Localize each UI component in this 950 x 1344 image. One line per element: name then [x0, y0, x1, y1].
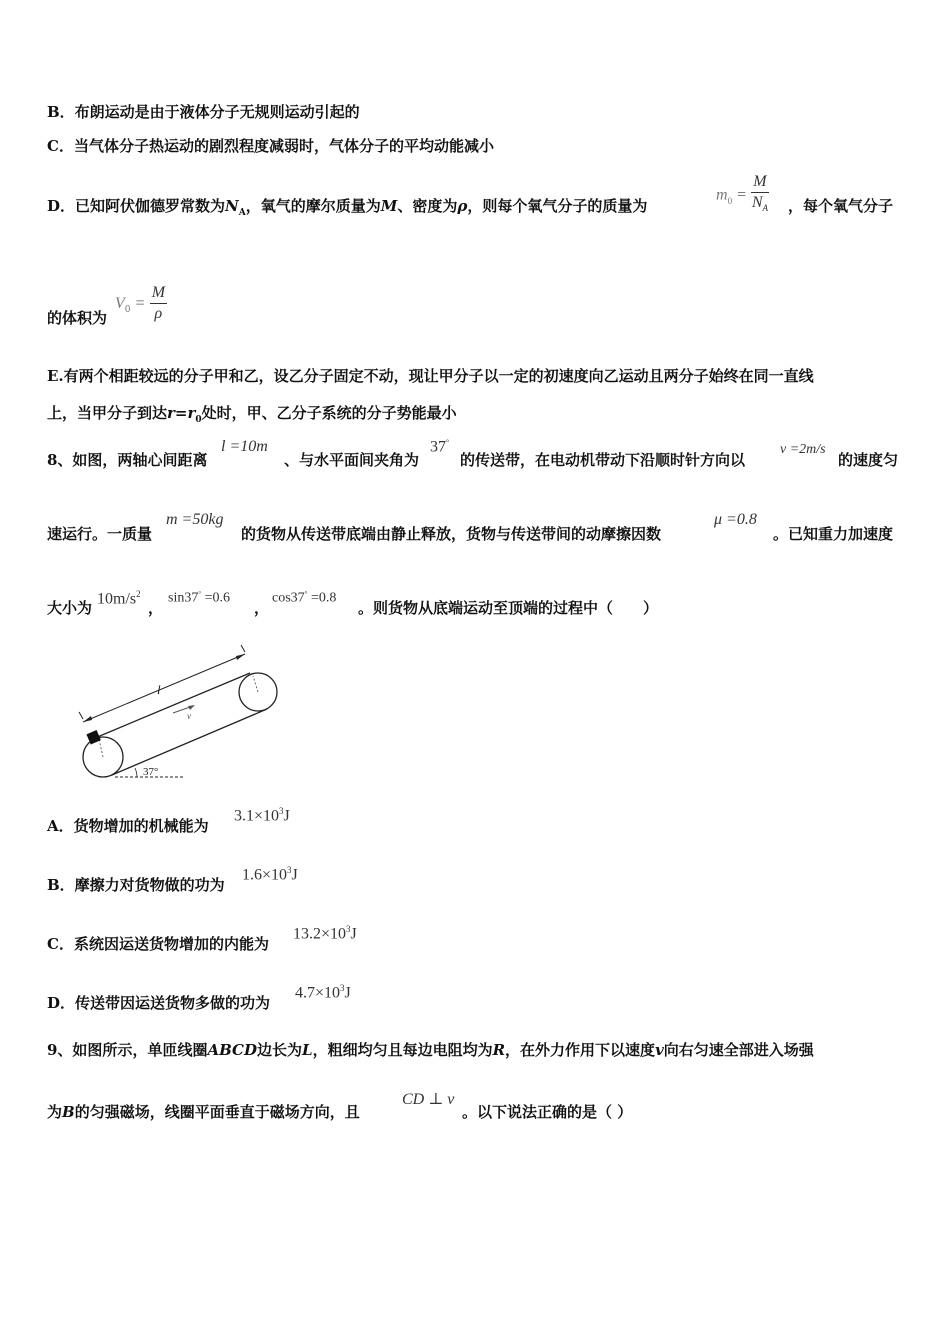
- q8-d-val: 4.7×10: [295, 984, 341, 1002]
- q8-cos-sup: °: [304, 590, 308, 598]
- q8-sin: [168, 590, 230, 607]
- q8-angle-val: 37: [430, 438, 446, 456]
- q8-b-exp: 3: [287, 865, 292, 875]
- q8-cos: [272, 590, 336, 607]
- dim-tick-left: [79, 712, 83, 719]
- q9-text3: ，粗细均匀且每边电阻均为: [312, 1041, 493, 1059]
- q7-option-d-line1: [47, 196, 647, 223]
- q7-d-text1: D．已知阿伏伽德罗常数为: [47, 197, 226, 215]
- q9-text7: 的匀强磁场，线圈平面垂直于磁场方向，且: [74, 1103, 360, 1121]
- belt-upper: [95, 673, 250, 738]
- q9-text2: 边长为: [257, 1041, 303, 1059]
- q9-line2: [47, 1102, 360, 1122]
- q8-text2: 、与水平面间夹角为: [284, 451, 420, 469]
- q8-b-unit: J: [291, 866, 298, 884]
- q7-d-frac-den-sub: A: [762, 203, 769, 214]
- q8-g: [97, 589, 141, 608]
- q8-mass-text: m =50kg: [166, 511, 224, 528]
- q8-g-sup: 2: [136, 589, 141, 599]
- q9-line1: [47, 1040, 814, 1060]
- q8-a-val: 3.1×10: [234, 807, 280, 825]
- q7-e-r0-sub: 0: [195, 415, 202, 425]
- label-l: l: [157, 682, 161, 697]
- q8-a-unit: J: [283, 807, 290, 825]
- label-angle: 37°: [143, 766, 159, 778]
- q7-option-b: B．布朗运动是由于液体分子无规则运动引起的: [47, 103, 360, 121]
- q7-d-v0-num: M: [150, 283, 167, 304]
- q8-text8: 大小为: [47, 599, 93, 617]
- q8-text3: 的传送带，在电动机带动下沿顺时针方向以: [460, 451, 746, 469]
- q7-option-e-line2: [47, 403, 457, 430]
- q8-mu: [714, 511, 757, 529]
- q9-abcd: ABCD: [207, 1041, 257, 1059]
- q8-speed-text: v =2m/s: [780, 442, 826, 457]
- q8-length-text: l =10m: [221, 438, 268, 455]
- q9-R: R: [492, 1041, 506, 1059]
- q8-conveyor-figure: [75, 640, 290, 785]
- q8-option-a-value: [234, 806, 290, 825]
- q8-line1: [47, 450, 207, 470]
- q7-d-eq: =: [737, 186, 747, 204]
- dimension-line: [83, 654, 245, 722]
- q7-d-fraction: [751, 172, 768, 218]
- q7-d-rho: ρ: [457, 197, 468, 215]
- q8-angle: [430, 438, 449, 456]
- q8-text6: 的货物从传送带底端由静止释放，货物与传送带间的动摩擦因数: [241, 525, 662, 543]
- q7-d-frac-den: [751, 193, 768, 218]
- q8-d-unit: J: [344, 984, 351, 1002]
- q8-sin-val: sin37: [168, 590, 199, 606]
- q8-mass: [166, 511, 223, 529]
- q9-cd-perp-v-text: CD ⊥ v: [402, 1091, 455, 1108]
- q9-text1: 9、如图所示，单匝线圈: [47, 1041, 208, 1059]
- q7-d-v0: V: [115, 295, 125, 312]
- q8-text1: 8、如图，两轴心间距离: [47, 451, 208, 469]
- q8-cos-val: cos37: [272, 590, 305, 606]
- top-roller-axis: [253, 676, 258, 692]
- q7-d-text2: ，氧气的摩尔质量为: [245, 197, 381, 215]
- q9-cd-perp-v: [402, 1089, 454, 1109]
- bottom-roller-axis: [99, 739, 103, 757]
- q7-d-text4: ，则每个氧气分子的质量为: [467, 197, 648, 215]
- q7-d-text3: 、密度为: [397, 197, 458, 215]
- q8-option-b: B．摩擦力对货物做的功为: [47, 876, 225, 894]
- q8-cos-eq: =0.8: [307, 590, 337, 606]
- q7-d-text5: ，每个氧气分子: [788, 197, 894, 215]
- dim-arrow-right: [236, 654, 245, 660]
- q8-option-a: A．货物增加的机械能为: [47, 817, 209, 835]
- q7-d-v0-den: ρ: [154, 305, 163, 322]
- q7-d-v0-eq: =: [135, 295, 145, 312]
- q8-text9: ，: [148, 599, 164, 617]
- q8-sin-eq: =0.6: [201, 590, 231, 606]
- q7-e-text1: 上，当甲分子到达: [47, 404, 168, 422]
- q8-option-b-value: [242, 865, 298, 884]
- q8-a-exp: 3: [279, 806, 284, 816]
- q8-g-val: 10m/s: [97, 590, 137, 608]
- q8-speed: [780, 442, 826, 458]
- q8-c-unit: J: [350, 925, 357, 943]
- q8-mu-text: μ =0.8: [714, 511, 757, 528]
- q9-v: v: [655, 1041, 664, 1059]
- q7-d-na-sub: A: [238, 208, 246, 218]
- q7-d-frac-den-n: N: [751, 194, 763, 211]
- q8-option-c-value: [293, 924, 357, 943]
- q8-sin-sup: °: [198, 590, 202, 598]
- q8-b-val: 1.6×10: [242, 866, 288, 884]
- q7-e-text2: 处时，甲、乙分子系统的分子势能最小: [201, 404, 457, 422]
- q8-c-val: 13.2×10: [293, 925, 347, 943]
- q7-d-v0-sub: 0: [124, 305, 131, 316]
- q9-text8: 。以下说法正确的是（ ）: [462, 1103, 633, 1121]
- q7-d-mass-formula: [716, 172, 769, 218]
- q8-option-d: D．传送带因运送货物多做的功为: [47, 994, 271, 1012]
- q8-c-exp: 3: [346, 924, 351, 934]
- q7-e-r: r: [167, 404, 175, 422]
- q8-length: [221, 438, 268, 456]
- q8-option-d-value: [295, 983, 351, 1002]
- q8-text4: 的速度匀: [838, 451, 899, 469]
- label-v: v: [187, 711, 191, 721]
- q8-text11: 。则货物从底端运动至顶端的过程中（ ）: [358, 599, 659, 617]
- q8-text5: 速运行。一质量: [47, 525, 153, 543]
- q7-option-e-line1: E.有两个相距较远的分子甲和乙，设乙分子固定不动，现让甲分子以一定的初速度向乙运动且两分子始终在同一直线: [47, 367, 814, 385]
- q8-text10: ，: [254, 599, 270, 617]
- q9-B: B: [62, 1103, 75, 1121]
- q7-d-m: M: [380, 197, 398, 215]
- q8-angle-sup: °: [446, 438, 450, 447]
- angle-arc: [135, 768, 137, 777]
- q7-d-v0-fraction: [150, 283, 167, 324]
- q7-d-m0: m: [716, 186, 728, 204]
- q9-text6: 为: [47, 1103, 63, 1121]
- velocity-arrowhead: [188, 705, 195, 710]
- q7-option-c: C．当气体分子热运动的剧烈程度减弱时，气体分子的平均动能减小: [47, 137, 494, 155]
- q7-d-volume-formula: [115, 283, 167, 324]
- q7-e-r0: r: [187, 404, 196, 422]
- q8-option-c: C．系统因运送货物增加的内能为: [47, 935, 269, 953]
- q9-text5: 向右匀速全部进入场强: [663, 1041, 814, 1059]
- q8-d-exp: 3: [340, 983, 345, 993]
- dim-tick-right: [241, 645, 245, 652]
- q7-option-d-line2: 的体积为: [47, 309, 108, 327]
- dim-arrow-left: [83, 716, 92, 722]
- q7-d-frac-num: M: [751, 172, 768, 193]
- q7-d-na: N: [225, 197, 239, 215]
- q8-text7: 。已知重力加速度: [773, 525, 894, 543]
- q9-text4: ，在外力作用下以速度: [505, 1041, 656, 1059]
- q9-L: L: [302, 1041, 313, 1059]
- q7-d-m0-sub: 0: [727, 195, 733, 206]
- q7-e-eq: =: [174, 404, 188, 422]
